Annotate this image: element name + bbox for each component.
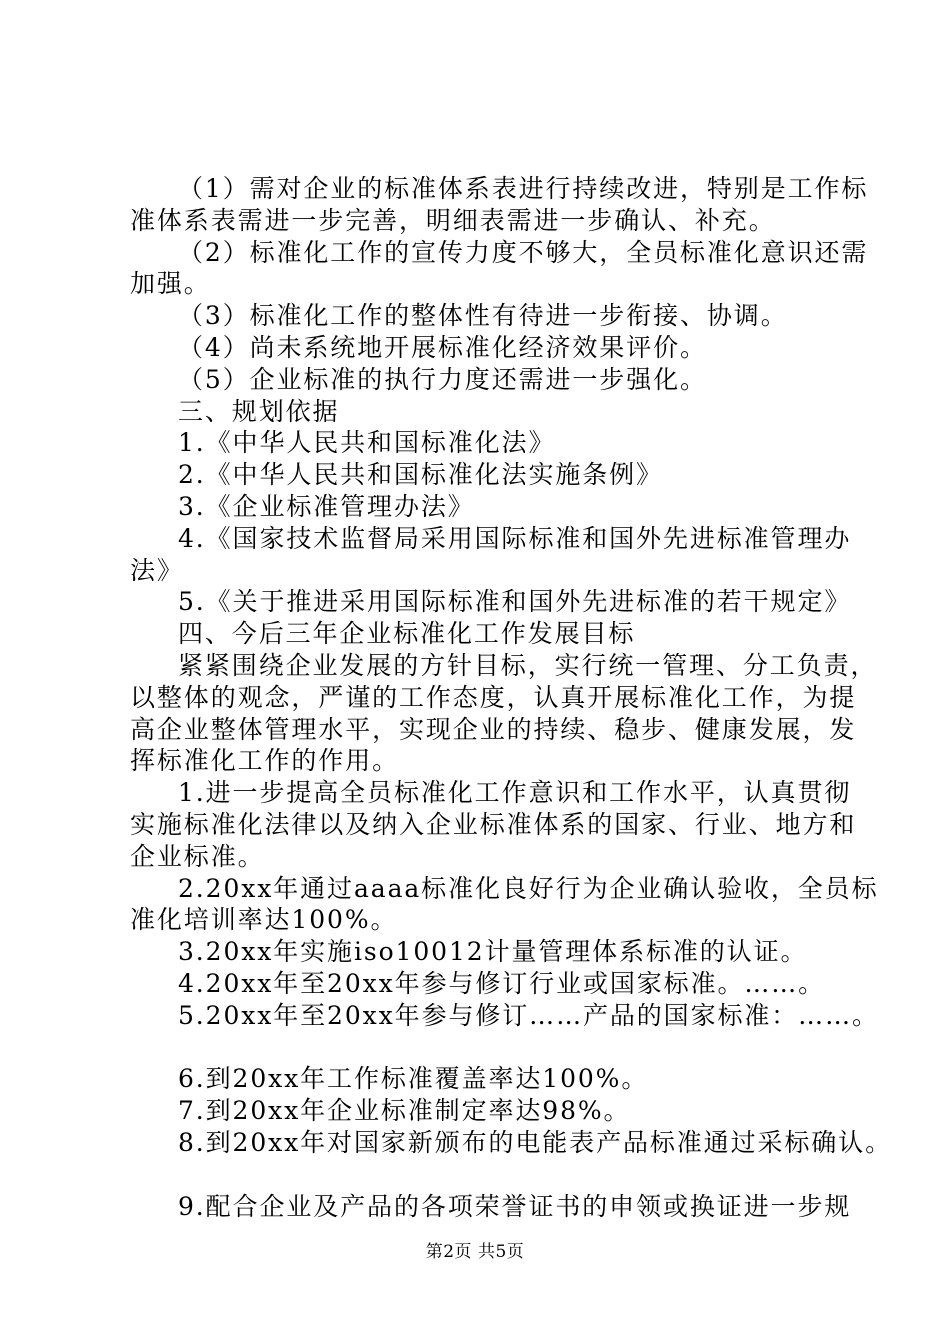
paragraph-line: 挥标准化工作的作用。 (130, 746, 400, 776)
section-heading: 四、今后三年企业标准化工作发展目标 (178, 619, 636, 649)
list-item: 6.到20xx年工作标准覆盖率达100%。 (178, 1064, 649, 1094)
paragraph-line: （3）标准化工作的整体性有待进一步衔接、协调。 (178, 301, 788, 331)
list-item: 2.《中华人民共和国标准化法实施条例》 (178, 460, 663, 490)
list-item: 3.《企业标准管理办法》 (178, 491, 475, 521)
paragraph-line: 准体系表需进一步完善，明细表需进一步确认、补充。 (130, 205, 776, 235)
paragraph-line: 企业标准。 (130, 841, 265, 871)
blank-line (130, 1159, 830, 1191)
list-item: 3.20xx年实施iso10012计量管理体系标准的认证。 (178, 937, 808, 967)
paragraph-line: 法》 (130, 555, 184, 585)
paragraph-line: 准化培训率达100%。 (130, 905, 398, 935)
list-item: 5.20xx年至20xx年参与修订……产品的国家标准：……。 (178, 1000, 879, 1030)
paragraph-line: （4）尚未系统地开展标准化经济效果评价。 (178, 332, 707, 362)
list-item: 8.到20xx年对国家新颁布的电能表产品标准通过采标确认。 (178, 1127, 892, 1157)
paragraph-line: （1）需对企业的标准体系表进行持续改进，特别是工作标 (178, 174, 869, 203)
blank-line (130, 1032, 830, 1064)
list-item: 7.到20xx年企业标准制定率达98%。 (178, 1096, 631, 1126)
paragraph-line: 以整体的观念，严谨的工作态度，认真开展标准化工作，为提 (130, 682, 857, 712)
paragraph-line: 加强。 (130, 269, 211, 299)
list-item: 1.《中华人民共和国标准化法》 (178, 428, 556, 458)
paragraph-line: （5）企业标准的执行力度还需进一步强化。 (178, 364, 707, 394)
section-heading: 三、规划依据 (178, 396, 340, 426)
paragraph-line: （2）标准化工作的宣传力度不够大，全员标准化意识还需 (178, 237, 869, 267)
list-item: 9.配合企业及产品的各项荣誉证书的申领或换证进一步规 (178, 1191, 852, 1221)
list-item: 5.《关于推进采用国际标准和国外先进标准的若干规定》 (178, 587, 852, 617)
list-item: 4.20xx年至20xx年参与修订行业或国家标准。……。 (178, 968, 826, 998)
list-item: 4.《国家技术监督局采用国际标准和国外先进标准管理办 (178, 523, 852, 553)
list-item: 1.进一步提高全员标准化工作意识和工作水平，认真贯彻 (178, 778, 852, 808)
page-footer: 第2页 共5页 (425, 1242, 525, 1262)
paragraph-line: 紧紧围绕企业发展的方针目标，实行统一管理、分工负责， (178, 650, 878, 680)
document-body (130, 173, 892, 1222)
paragraph-line: 实施标准化法律以及纳入企业标准体系的国家、行业、地方和 (130, 809, 857, 839)
list-item: 2.20xx年通过aaaa标准化良好行为企业确认验收，全员标 (178, 873, 879, 903)
paragraph-line: 高企业整体管理水平，实现企业的持续、稳步、健康发展，发 (130, 714, 857, 744)
